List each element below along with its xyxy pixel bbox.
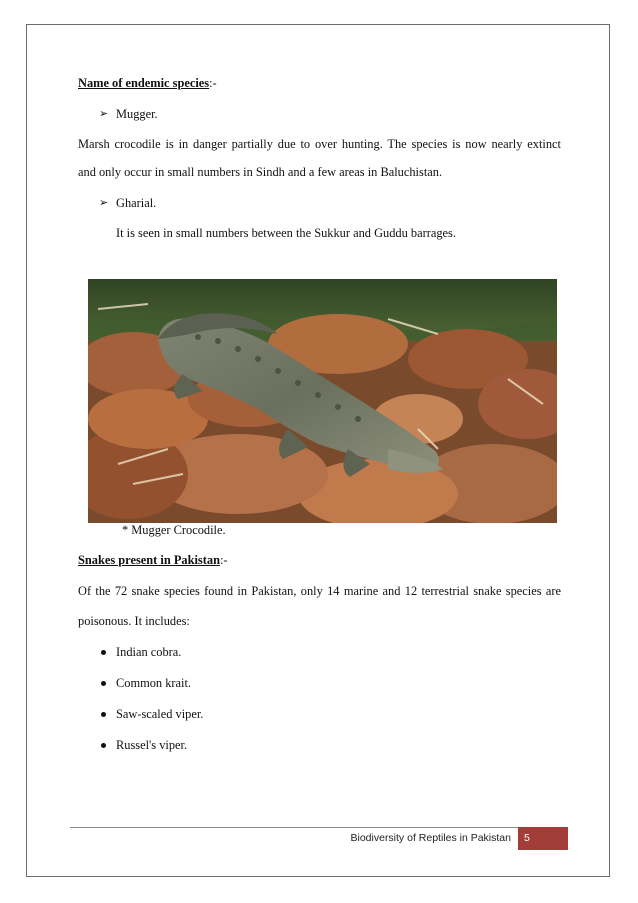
section-heading-endemic: Name of endemic species:- xyxy=(78,76,217,90)
bullet-mugger: Mugger. xyxy=(116,107,158,121)
mugger-crocodile-photo xyxy=(88,279,557,523)
snakes-paragraph-line-1: Of the 72 snake species found in Pakistan, only 14 marine and 12 terrestrial snake species are xyxy=(78,584,561,598)
list-item: Saw-scaled viper. xyxy=(116,707,204,721)
section-heading-snakes: Snakes present in Pakistan:- xyxy=(78,553,228,567)
page-number-badge xyxy=(518,827,568,850)
page-number: 5 xyxy=(524,832,530,844)
mugger-paragraph-line-2: and only occur in small numbers in Sindh and a few areas in Baluchistan. xyxy=(78,165,443,179)
snakes-paragraph-line-2: poisonous. It includes: xyxy=(78,614,190,628)
arrow-bullet-icon: ➢ xyxy=(99,108,109,120)
figure-caption: * Mugger Crocodile. xyxy=(122,523,226,537)
bullet-dot-icon xyxy=(101,681,106,686)
bullet-dot-icon xyxy=(101,650,106,655)
footer-title: Biodiversity of Reptiles in Pakistan xyxy=(350,832,511,844)
gharial-paragraph: It is seen in small numbers between the Sukkur and Guddu barrages. xyxy=(116,226,456,240)
bullet-dot-icon xyxy=(101,743,106,748)
arrow-bullet-icon: ➢ xyxy=(99,197,109,209)
bullet-gharial: Gharial. xyxy=(116,196,157,210)
bullet-dot-icon xyxy=(101,712,106,717)
list-item: Common krait. xyxy=(116,676,192,690)
list-item: Russel's viper. xyxy=(116,738,188,752)
list-item: Indian cobra. xyxy=(116,645,182,659)
mugger-paragraph-line-1: Marsh crocodile is in danger partially due to over hunting. The species is now nearly extinct xyxy=(78,137,561,151)
